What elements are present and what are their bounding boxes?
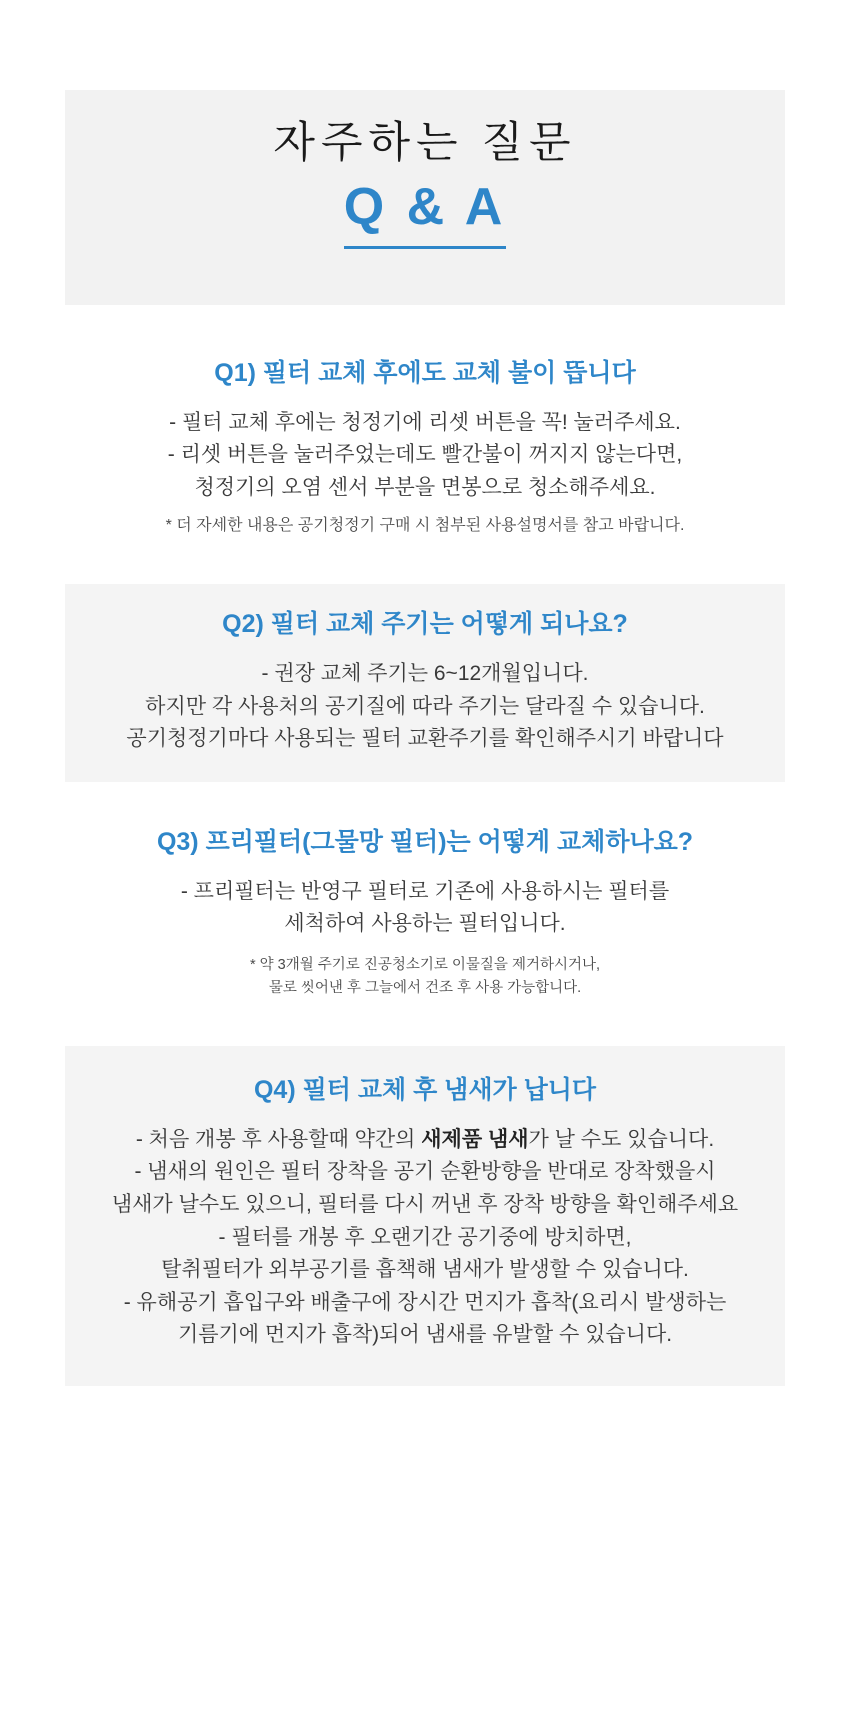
- page-title: 자주하는 질문: [273, 119, 577, 167]
- spacer: [0, 782, 850, 802]
- faq-answer-line: 공기청정기마다 사용되는 필터 교환주기를 확인해주시기 바랍니다: [126, 727, 724, 751]
- faq-answer-prefix: - 처음 개봉 후 사용할때 약간의: [135, 1127, 422, 1151]
- faq-answer-suffix: 가 날 수도 있습니다.: [528, 1127, 715, 1151]
- faq-answer-line: - 냄새의 원인은 필터 장착을 공기 순환방향을 반대로 장착했을시: [134, 1160, 716, 1184]
- faq-item-2: [65, 584, 785, 781]
- faq-answer-line: [85, 1124, 765, 1157]
- faq-answer-line: 탈취필터가 외부공기를 흡책해 냄새가 발생할 수 있습니다.: [161, 1258, 689, 1282]
- faq-question-1: Q1) 필터 교체 후에도 교체 불이 뜹니다: [214, 359, 636, 387]
- faq-answer-line: 냄새가 날수도 있으니, 필터를 다시 꺼낸 후 장착 방향을 확인해주세요: [111, 1192, 739, 1216]
- faq-item-1: [65, 333, 785, 564]
- faq-note: * 약 3개월 주기로 진공청소기로 이물질을 제거하시거나,: [249, 956, 601, 973]
- qa-heading: Q & A: [344, 176, 507, 249]
- faq-item-4: [65, 1046, 785, 1386]
- faq-page: [0, 90, 850, 1709]
- faq-answer-line: 하지만 각 사용처의 공기질에 따라 주기는 달라질 수 있습니다.: [145, 694, 705, 718]
- faq-answer-line: - 필터 교체 후에는 청정기에 리셋 버튼을 꼭! 눌러주세요.: [169, 410, 681, 434]
- faq-question-3: Q3) 프리필터(그물망 필터)는 어떻게 교체하나요?: [156, 827, 694, 856]
- faq-answer-line: - 리셋 버튼을 눌러주었는데도 빨간불이 꺼지지 않는다면,: [167, 443, 683, 467]
- faq-question-2: Q2) 필터 교체 주기는 어떻게 되나요?: [222, 610, 628, 639]
- faq-answer-line: 기름기에 먼지가 흡착)되어 냄새를 유발할 수 있습니다.: [177, 1323, 673, 1347]
- faq-item-3: [65, 802, 785, 1026]
- faq-question-4: Q4) 필터 교체 후 냄새가 납니다: [253, 1076, 597, 1105]
- faq-answer-line: 청정기의 오염 센서 부분을 면봉으로 청소해주세요.: [194, 475, 656, 499]
- faq-answer-line: 세척하여 사용하는 필터입니다.: [284, 912, 566, 936]
- spacer: [0, 1026, 850, 1046]
- faq-header: [65, 90, 785, 305]
- faq-answer-line: - 필터를 개봉 후 오랜기간 공기중에 방치하면,: [218, 1225, 632, 1249]
- faq-answer-line: - 유해공기 흡입구와 배출구에 장시간 먼지가 흡착(요리시 발생하는: [123, 1290, 727, 1314]
- spacer: [0, 564, 850, 584]
- faq-note: * 더 자세한 내용은 공기청정기 구매 시 첨부된 사용설명서를 참고 바랍니다.: [165, 517, 685, 535]
- faq-answer-line: - 권장 교체 주기는 6~12개월입니다.: [261, 662, 589, 686]
- faq-note: 물로 씻어낸 후 그늘에서 건조 후 사용 가능합니다.: [268, 980, 582, 997]
- faq-answer-line: - 프리필터는 반영구 필터로 기존에 사용하시는 필터를: [180, 879, 670, 903]
- faq-emphasis: 새제품 냄새: [421, 1127, 529, 1151]
